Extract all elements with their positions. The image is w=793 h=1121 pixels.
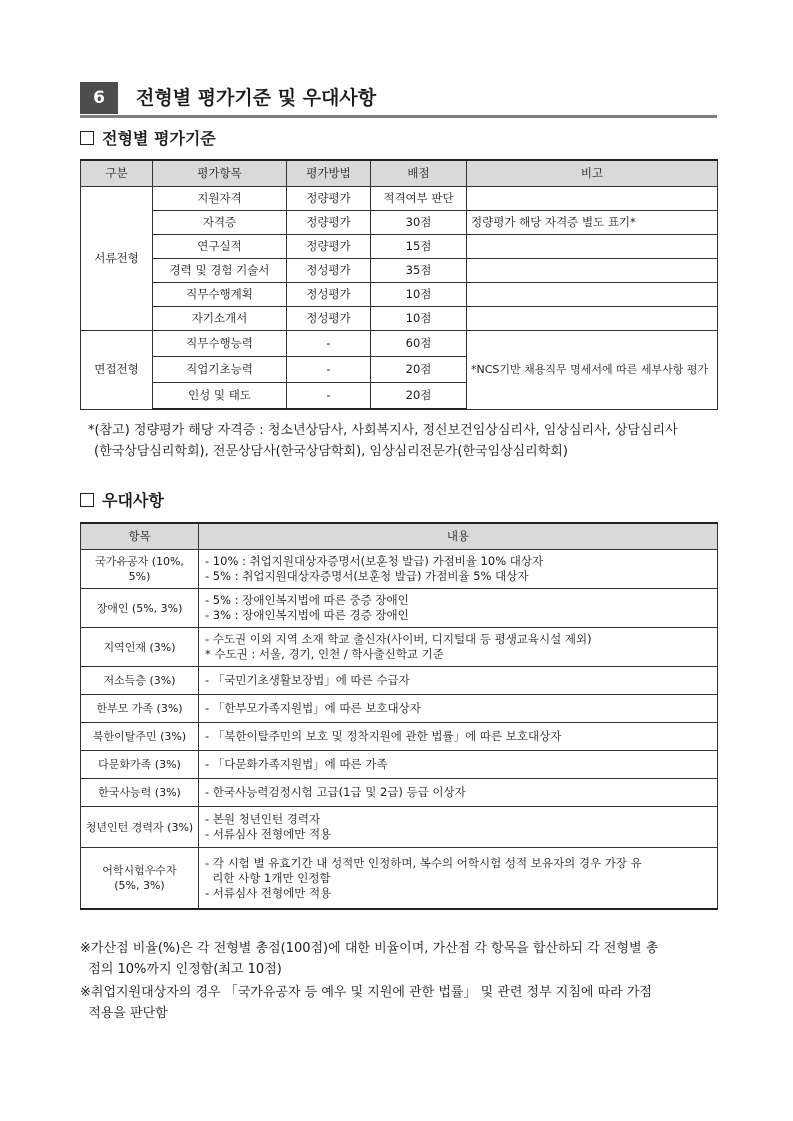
group-cell-document: 서류전형 <box>81 187 153 331</box>
item-cell: 저소득층 (3%) <box>81 667 199 695</box>
method-cell: - <box>287 357 371 383</box>
content-cell <box>199 667 718 695</box>
content-line: - 5% : 취업지원대상자증명서(보훈청 발급) 가점비율 5% 대상자 <box>205 569 529 583</box>
item-cell: 지원자격 <box>153 187 287 211</box>
method-cell: 정량평가 <box>287 187 371 211</box>
score-cell: 20점 <box>371 357 467 383</box>
content-line: - 「국민기초생활보장법」에 따른 수급자 <box>205 673 410 687</box>
content-line: - 수도권 이외 지역 소재 학교 출신자(사이버, 디지털대 등 평생교육시설 제외) <box>205 632 592 646</box>
table-header-row <box>81 523 718 550</box>
item-line: 어학시험우수자 <box>102 864 177 877</box>
criteria-table <box>80 159 718 410</box>
reference-note-line: *(참고) 정량평가 해당 자격증 : 청소년상담사, 사회복지사, 정신보건임상심리사, 임상심리사, 상담심리사 <box>88 423 678 438</box>
content-cell <box>199 589 718 628</box>
item-cell: 국가유공자 (10%, 5%) <box>81 550 199 589</box>
score-cell: 15점 <box>371 235 467 259</box>
table-header-row <box>81 160 718 187</box>
section-title: 전형별 평가기준 및 우대사항 <box>136 87 377 109</box>
table-row <box>81 211 718 235</box>
note-cell <box>467 187 718 211</box>
item-cell: 청년인턴 경력자 (3%) <box>81 807 199 848</box>
content-line: - 「북한이탈주민의 보호 및 정착지원에 관한 법률」에 따른 보호대상자 <box>205 729 562 743</box>
item-cell <box>81 848 199 910</box>
footnote-line: ※취업지원대상자의 경우 「국가유공자 등 예우 및 지원에 관한 법률」 및 관련 정부 지침에 따라 가점 <box>80 985 652 1000</box>
note-cell: *NCS기반 채용직무 명세서에 따른 세부사항 평가 <box>467 331 718 410</box>
content-line: * 수도권 : 서울, 경기, 인천 / 학사출신학교 기준 <box>205 647 444 661</box>
item-cell: 경력 및 경험 기술서 <box>153 259 287 283</box>
table-row <box>81 187 718 211</box>
item-cell: 직무수행능력 <box>153 331 287 357</box>
item-cell: 다문화가족 (3%) <box>81 751 199 779</box>
item-cell: 지역인재 (3%) <box>81 628 199 667</box>
preference-heading-text: 우대사항 <box>102 491 164 510</box>
content-line: - 「한부모가족지원법」에 따른 보호대상자 <box>205 701 421 715</box>
content-cell <box>199 723 718 751</box>
column-header: 비고 <box>467 160 718 187</box>
table-row <box>81 628 718 667</box>
section-rule <box>80 115 717 118</box>
column-header: 구분 <box>81 160 153 187</box>
table-row <box>81 695 718 723</box>
score-cell: 10점 <box>371 307 467 331</box>
content-cell <box>199 751 718 779</box>
item-cell: 자기소개서 <box>153 307 287 331</box>
method-cell: 정량평가 <box>287 235 371 259</box>
preference-heading <box>80 490 164 512</box>
item-cell: 직업기초능력 <box>153 357 287 383</box>
method-cell: 정성평가 <box>287 283 371 307</box>
content-cell <box>199 550 718 589</box>
column-header: 평가항목 <box>153 160 287 187</box>
item-line: (5%, 3%) <box>114 879 165 892</box>
table-row <box>81 723 718 751</box>
content-cell <box>199 807 718 848</box>
content-cell <box>199 628 718 667</box>
table-row <box>81 779 718 807</box>
section-header <box>80 80 717 118</box>
column-header: 평가방법 <box>287 160 371 187</box>
content-line: - 「다문화가족지원법」에 따른 가족 <box>205 757 388 771</box>
column-header: 내용 <box>199 523 718 550</box>
score-cell: 30점 <box>371 211 467 235</box>
checkbox-square-icon <box>80 131 94 145</box>
content-cell <box>199 695 718 723</box>
content-line: - 서류심사 전형에만 적용 <box>205 827 332 841</box>
note-cell <box>467 307 718 331</box>
content-cell <box>199 848 718 910</box>
table-row <box>81 283 718 307</box>
item-cell: 한국사능력 (3%) <box>81 779 199 807</box>
score-cell: 60점 <box>371 331 467 357</box>
column-header: 배점 <box>371 160 467 187</box>
table-row <box>81 307 718 331</box>
table-row <box>81 259 718 283</box>
table-row <box>81 667 718 695</box>
checkbox-square-icon <box>80 493 94 507</box>
footnote-line: ※가산점 비율(%)은 각 전형별 총점(100점)에 대한 비율이며, 가산점 각 항목을 합산하되 각 전형별 총 <box>80 941 659 956</box>
item-cell: 직무수행계획 <box>153 283 287 307</box>
item-cell: 연구실적 <box>153 235 287 259</box>
table-row <box>81 589 718 628</box>
table-row <box>81 235 718 259</box>
footnote-line: 점의 10%까지 인정함(최고 10점) <box>80 962 282 977</box>
score-cell: 20점 <box>371 383 467 410</box>
note-cell: 정량평가 해당 자격증 별도 표기* <box>467 211 718 235</box>
table-row <box>81 550 718 589</box>
content-line: - 서류심사 전형에만 적용 <box>205 885 332 900</box>
footnote-line: 적용을 판단함 <box>80 1006 168 1021</box>
item-cell: 한부모 가족 (3%) <box>81 695 199 723</box>
column-header: 항목 <box>81 523 199 550</box>
criteria-heading <box>80 128 216 150</box>
note-cell <box>467 235 718 259</box>
reference-note-line: (한국상담심리학회), 전문상담사(한국상담학회), 임상심리전문가(한국임상심리학회) <box>94 444 568 459</box>
method-cell: 정성평가 <box>287 259 371 283</box>
table-row <box>81 807 718 848</box>
note-cell <box>467 283 718 307</box>
preference-table <box>80 522 718 910</box>
section-number: 6 <box>80 82 118 114</box>
content-line: 리한 사항 1개만 인정함 <box>205 870 331 885</box>
method-cell: 정성평가 <box>287 307 371 331</box>
table-row <box>81 751 718 779</box>
item-cell: 인성 및 태도 <box>153 383 287 410</box>
content-line: - 10% : 취업지원대상자증명서(보훈청 발급) 가점비율 10% 대상자 <box>205 554 544 568</box>
table-row <box>81 331 718 357</box>
note-cell <box>467 259 718 283</box>
table-row <box>81 848 718 910</box>
item-cell: 자격증 <box>153 211 287 235</box>
content-cell <box>199 779 718 807</box>
item-cell: 북한이탈주민 (3%) <box>81 723 199 751</box>
content-line: - 각 시험 별 유효기간 내 성적만 인정하며, 복수의 어학시험 성적 보유자의 경우 가장 유 <box>205 855 642 870</box>
method-cell: - <box>287 383 371 410</box>
score-cell: 35점 <box>371 259 467 283</box>
content-line: - 본원 청년인턴 경력자 <box>205 812 321 826</box>
score-cell: 적격여부 판단 <box>371 187 467 211</box>
content-line: - 5% : 장애인복지법에 따른 중증 장애인 <box>205 593 409 607</box>
score-cell: 10점 <box>371 283 467 307</box>
method-cell: 정량평가 <box>287 211 371 235</box>
item-cell: 장애인 (5%, 3%) <box>81 589 199 628</box>
method-cell: - <box>287 331 371 357</box>
content-line: - 한국사능력검정시험 고급(1급 및 2급) 등급 이상자 <box>205 785 466 799</box>
group-cell-interview: 면접전형 <box>81 331 153 410</box>
content-line: - 3% : 장애인복지법에 따른 경증 장애인 <box>205 608 409 622</box>
criteria-heading-text: 전형별 평가기준 <box>102 129 216 148</box>
